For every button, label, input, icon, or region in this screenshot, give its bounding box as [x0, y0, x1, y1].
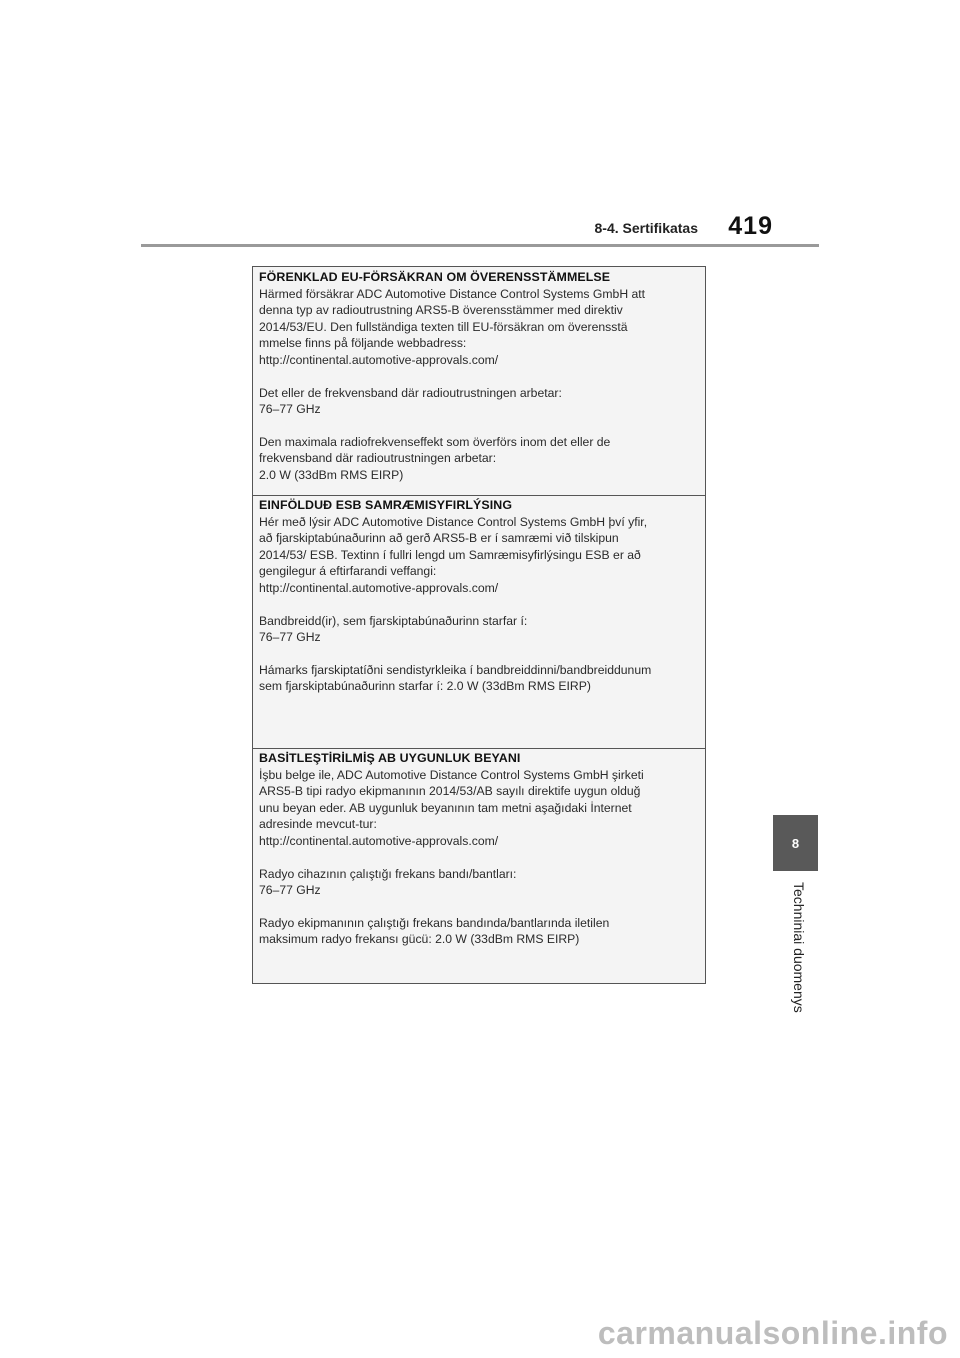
text-line: Det eller de frekvensband där radioutrustningen arbetar:: [259, 385, 562, 400]
section-heading: FÖRENKLAD EU-FÖRSÄKRAN OM ÖVERENSSTÄMMELSE: [259, 270, 611, 284]
text-line: denna typ av radioutrustning ARS5-B överensstämmer med direktiv: [259, 303, 623, 318]
section-heading: BASİTLEŞTİRİLMİŞ AB UYGUNLUK BEYANI: [259, 751, 521, 765]
text-line: 2014/53/ ESB. Textinn í fullri lengd um Samræmisyfirlýsingu ESB er að: [259, 547, 641, 562]
text-line: Hámarks fjarskiptatíðni sendistyrkleika í bandbreiddinni/bandbreiddunum: [259, 662, 652, 677]
text-line: að fjarskiptabúnaðurinn að gerð ARS5-B er í samræmi við tilskipun: [259, 531, 619, 546]
text-line: mmelse finns på följande webbadress:: [259, 336, 467, 351]
certificate-section-icelandic: [253, 497, 705, 748]
text-line: Härmed försäkrar ADC Automotive Distance Control Systems GmbH att: [259, 286, 646, 301]
watermark: carmanualsonline.info: [597, 1315, 948, 1351]
section-title: 8-4. Sertifikatas: [594, 220, 698, 236]
text-line: maksimum radyo frekansı gücü: 2.0 W (33dBm RMS EIRP): [259, 932, 580, 947]
box-top-border: [252, 266, 706, 267]
url-line: http://continental.automotive-approvals.com/: [259, 580, 499, 595]
page-header: [0, 0, 960, 250]
text-line: unu beyan eder. AB uygunluk beyanının tam metni aşağıdaki İnternet: [259, 800, 632, 815]
header-divider: [141, 244, 819, 247]
section-divider: [253, 748, 705, 749]
section-heading: EINFÖLDUÐ ESB SAMRÆMISYFIRLÝSING: [259, 498, 513, 512]
text-line: frekvensband där radioutrustningen arbetar:: [259, 451, 497, 466]
text-line: gengilegur á eftirfarandi veffangi:: [259, 564, 437, 579]
text-line: İşbu belge ile, ADC Automotive Distance Control Systems GmbH şirketi: [259, 767, 644, 782]
text-line: Radyo ekipmanının çalıştığı frekans bandında/bantlarında iletilen: [259, 915, 610, 930]
certificate-section-turkish: [253, 750, 705, 983]
text-line: 76–77 GHz: [259, 883, 321, 898]
section-divider: [253, 495, 705, 496]
page-number: 419: [728, 212, 773, 240]
text-line: 76–77 GHz: [259, 402, 321, 417]
certificate-section-swedish: [253, 269, 705, 495]
text-line: Radyo cihazının çalıştığı frekans bandı/bantları:: [259, 866, 517, 881]
spacer: [259, 850, 699, 866]
text-line: ARS5-B tipi radyo ekipmanının 2014/53/AB sayılı direktife uygun olduğ: [259, 784, 641, 799]
chapter-title: Techniniai duomenys: [791, 882, 807, 1013]
text-line: sem fjarskiptabúnaðurinn starfar í: 2.0 W (33dBm RMS EIRP): [259, 679, 591, 694]
text-line: Hér með lýsir ADC Automotive Distance Control Systems GmbH því yfir,: [259, 514, 648, 529]
text-line: 2.0 W (33dBm RMS EIRP): [259, 467, 404, 482]
text-line: adresinde mevcut-tur:: [259, 817, 377, 832]
spacer: [259, 899, 699, 915]
chapter-tab[interactable]: [773, 815, 818, 871]
box-bottom-border: [252, 983, 706, 984]
text-line: Den maximala radiofrekvenseffekt som överförs inom det eller de: [259, 434, 611, 449]
spacer: [259, 369, 699, 385]
spacer: [259, 646, 699, 662]
text-line: Bandbreidd(ir), sem fjarskiptabúnaðurinn starfar í:: [259, 613, 528, 628]
url-line: http://continental.automotive-approvals.com/: [259, 352, 499, 367]
chapter-number: 8: [791, 835, 800, 851]
spacer: [259, 418, 699, 434]
text-line: 76–77 GHz: [259, 630, 321, 645]
url-line: http://continental.automotive-approvals.com/: [259, 833, 499, 848]
certificate-box: [252, 266, 706, 984]
text-line: 2014/53/EU. Den fullständiga texten till EU-försäkran om överensstä: [259, 319, 628, 334]
spacer: [259, 597, 699, 613]
